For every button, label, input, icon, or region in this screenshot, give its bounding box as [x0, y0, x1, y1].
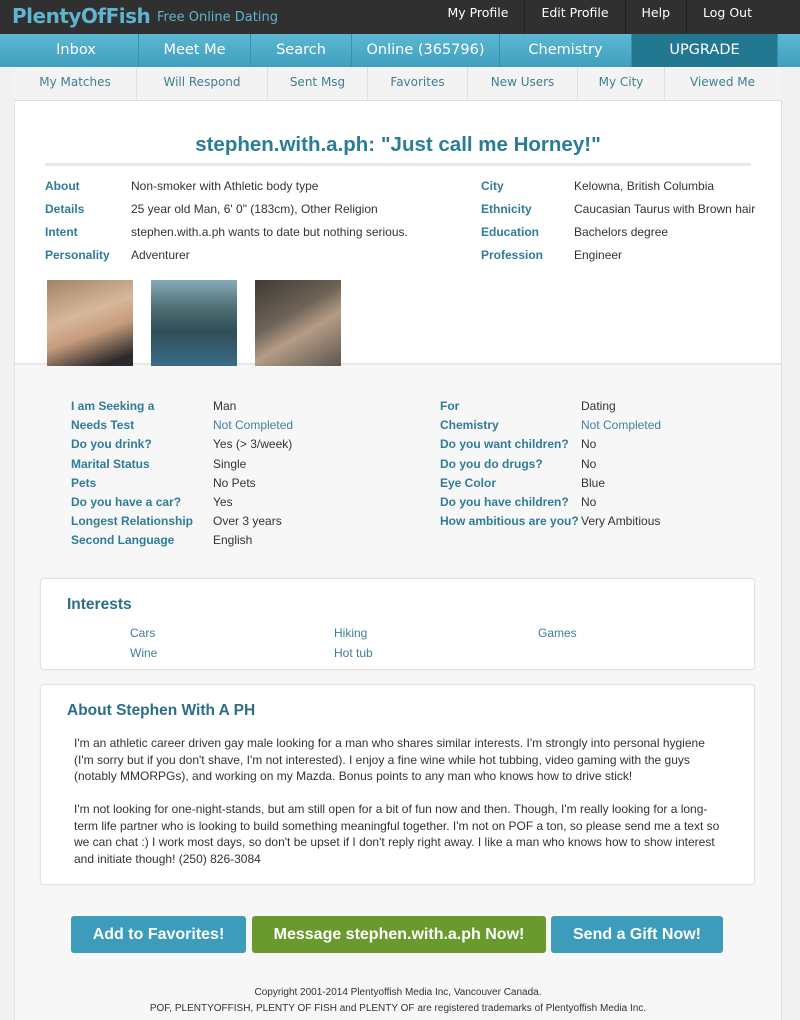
info-label: Profession	[481, 248, 544, 262]
seeking-label: Marital Status	[71, 456, 150, 471]
seeking-label: Second Language	[71, 533, 175, 548]
seeking-row	[440, 436, 661, 455]
nav-chemistry[interactable]: Chemistry	[500, 34, 632, 67]
seeking-row	[440, 456, 661, 475]
needs-test-link[interactable]: Not Completed	[213, 418, 294, 433]
seeking-row	[440, 513, 661, 532]
nav-inbox[interactable]: Inbox	[14, 34, 139, 67]
seeking-row	[440, 475, 661, 494]
info-label: About	[45, 179, 80, 193]
info-value: stephen.with.a.ph wants to date but nothing serious.	[131, 225, 408, 239]
site-tagline: Free Online Dating	[157, 10, 278, 25]
info-row-ethnicity	[481, 201, 755, 224]
info-label: Ethnicity	[481, 202, 532, 216]
info-value: Caucasian Taurus with Brown hair	[574, 202, 756, 216]
info-value: Adventurer	[131, 248, 190, 262]
sub-nav	[14, 67, 782, 101]
photo-gallery	[47, 280, 359, 366]
seeking-value: Over 3 years	[213, 514, 282, 529]
seeking-label: Do you have children?	[440, 494, 569, 509]
interest-item[interactable]: Cars	[130, 626, 156, 640]
add-to-favorites-button[interactable]: Add to Favorites!	[71, 916, 246, 953]
subnav-viewed-me[interactable]: Viewed Me	[689, 75, 756, 89]
seeking-row	[71, 475, 293, 494]
seeking-value: No	[581, 437, 597, 452]
seeking-row	[71, 494, 293, 513]
interest-item[interactable]: Hiking	[334, 626, 368, 640]
nav-meet-me[interactable]: Meet Me	[139, 34, 251, 67]
profile-photo-2[interactable]	[151, 280, 237, 366]
profile-photo-3[interactable]	[255, 280, 341, 366]
seeking-label: I am Seeking a	[71, 399, 155, 413]
info-label: Details	[45, 202, 85, 216]
subnav-sent-msg[interactable]: Sent Msg	[268, 67, 368, 100]
info-value: Non-smoker with Athletic body type	[131, 179, 319, 193]
top-bar	[0, 0, 800, 34]
seeking-row	[440, 398, 661, 417]
subnav-new-users[interactable]: New Users	[468, 67, 578, 100]
seeking-value: Dating	[581, 399, 616, 413]
chemistry-test-link[interactable]: Not Completed	[581, 418, 662, 433]
seeking-label: How ambitious are you?	[440, 514, 579, 529]
seeking-value: No	[581, 456, 597, 471]
seeking-value: Very Ambitious	[581, 514, 661, 529]
profile-photo-1[interactable]	[47, 280, 133, 366]
subnav-will-respond[interactable]: Will Respond	[137, 67, 268, 100]
seeking-right	[440, 398, 661, 532]
nav-search[interactable]: Search	[251, 34, 352, 67]
nav-upgrade[interactable]: UPGRADE	[632, 34, 778, 67]
seeking-row	[71, 532, 293, 551]
subnav-favorites[interactable]: Favorites	[368, 67, 468, 100]
about-title: About Stephen With A PH	[67, 702, 256, 719]
footer-trademark: POF, PLENTYOFFISH, PLENTY OF FISH and PLENTY OF are registered trademarks of Plentyoffish Media Inc.	[149, 1003, 647, 1014]
help-link[interactable]: Help	[625, 0, 687, 34]
info-label: Personality	[45, 248, 110, 262]
interest-item[interactable]: Hot tub	[334, 646, 373, 660]
account-links	[431, 0, 800, 34]
info-value: Kelowna, British Columbia	[574, 179, 715, 193]
subnav-my-city[interactable]: My City	[578, 67, 665, 100]
seeking-value: Single	[213, 456, 247, 471]
info-label: City	[481, 179, 504, 193]
subnav-my-matches[interactable]: My Matches	[14, 67, 137, 100]
seeking-label: Do you do drugs?	[440, 456, 543, 471]
info-row-personality	[45, 247, 408, 270]
seeking-label: Eye Color	[440, 475, 497, 490]
seeking-value: Man	[213, 399, 237, 413]
interest-item[interactable]: Wine	[130, 646, 158, 660]
my-profile-link[interactable]: My Profile	[447, 5, 509, 20]
main-nav	[0, 34, 800, 67]
profile-headline: stephen.with.a.ph: "Just call me Horney!"	[45, 133, 751, 166]
interests-title: Interests	[67, 596, 132, 613]
info-value: 25 year old Man, 6' 0" (183cm), Other Religion	[131, 202, 378, 216]
about-card	[40, 684, 755, 885]
send-gift-button[interactable]: Send a Gift Now!	[551, 916, 723, 953]
info-value: Engineer	[574, 248, 623, 262]
info-row-intent	[45, 224, 408, 247]
seeking-value: Yes (> 3/week)	[213, 437, 293, 452]
seeking-row	[71, 456, 293, 475]
seeking-row	[440, 417, 661, 436]
profile-card	[15, 101, 781, 365]
message-user-button[interactable]: Message stephen.with.a.ph Now!	[252, 916, 546, 953]
seeking-value: English	[213, 533, 253, 548]
nav-online[interactable]: Online (365796)	[352, 34, 500, 67]
seeking-label: For	[440, 399, 460, 413]
seeking-label: Pets	[71, 475, 97, 490]
info-row-education	[481, 224, 755, 247]
right-gutter	[783, 101, 800, 1020]
seeking-label: Do you have a car?	[71, 494, 182, 509]
seeking-label: Do you want children?	[440, 437, 569, 452]
footer-copyright: Copyright 2001-2014 Plentyoffish Media Inc, Vancouver Canada.	[254, 987, 542, 998]
info-row-profession	[481, 247, 755, 270]
seeking-label: Longest Relationship	[71, 514, 194, 529]
seeking-row	[71, 417, 293, 436]
seeking-left	[71, 398, 293, 552]
seeking-row	[440, 494, 661, 513]
interest-item[interactable]: Games	[538, 626, 577, 640]
about-paragraph-1: I'm an athletic career driven gay male looking for a man who shares similar interests. I'm strongly into personal hygiene (I'm sorry but if you don't shave, I'm not interested). I enjoy a fine wine while hot tubbing, video gaming with the guys (notably MMORPGs), and working on my Mazda. Bonus points to any man who knows how to drive stick!	[74, 736, 705, 783]
about-paragraph-2: I'm not looking for one-night-stands, but am still open for a bit of fun now and then. Though, I'm really looking for a long-term life partner who is looking to build something meaningful together. I'm not on POF a ton, so please send me a text so we can chat :) I work most days, so don't be upset if I don't reply right away. I like a man who knows how to show interest and initiate though! (250) 826-3084	[74, 802, 720, 866]
seeking-value: No	[581, 494, 597, 509]
profile-info-left	[45, 178, 408, 270]
profile-info-right	[481, 178, 755, 270]
info-label: Education	[481, 225, 540, 239]
edit-profile-link[interactable]: Edit Profile	[524, 0, 624, 34]
info-row-city	[481, 178, 755, 201]
seeking-label: Do you drink?	[71, 437, 152, 452]
seeking-label: Chemistry	[440, 418, 499, 433]
seeking-value: No Pets	[213, 475, 256, 490]
seeking-row	[71, 436, 293, 455]
info-value: Bachelors degree	[574, 225, 669, 239]
info-label: Intent	[45, 225, 78, 239]
seeking-value: Yes	[213, 494, 233, 509]
seeking-label: Needs Test	[71, 418, 135, 433]
profile-content	[14, 101, 782, 1020]
interests-card	[40, 578, 755, 670]
seeking-row	[71, 398, 293, 417]
site-logo[interactable]: PlentyOfFish	[12, 4, 151, 28]
seeking-value: Blue	[581, 475, 606, 490]
seeking-row	[71, 513, 293, 532]
logout-link[interactable]: Log Out	[686, 0, 800, 34]
info-row-about	[45, 178, 408, 201]
info-row-details	[45, 201, 408, 224]
